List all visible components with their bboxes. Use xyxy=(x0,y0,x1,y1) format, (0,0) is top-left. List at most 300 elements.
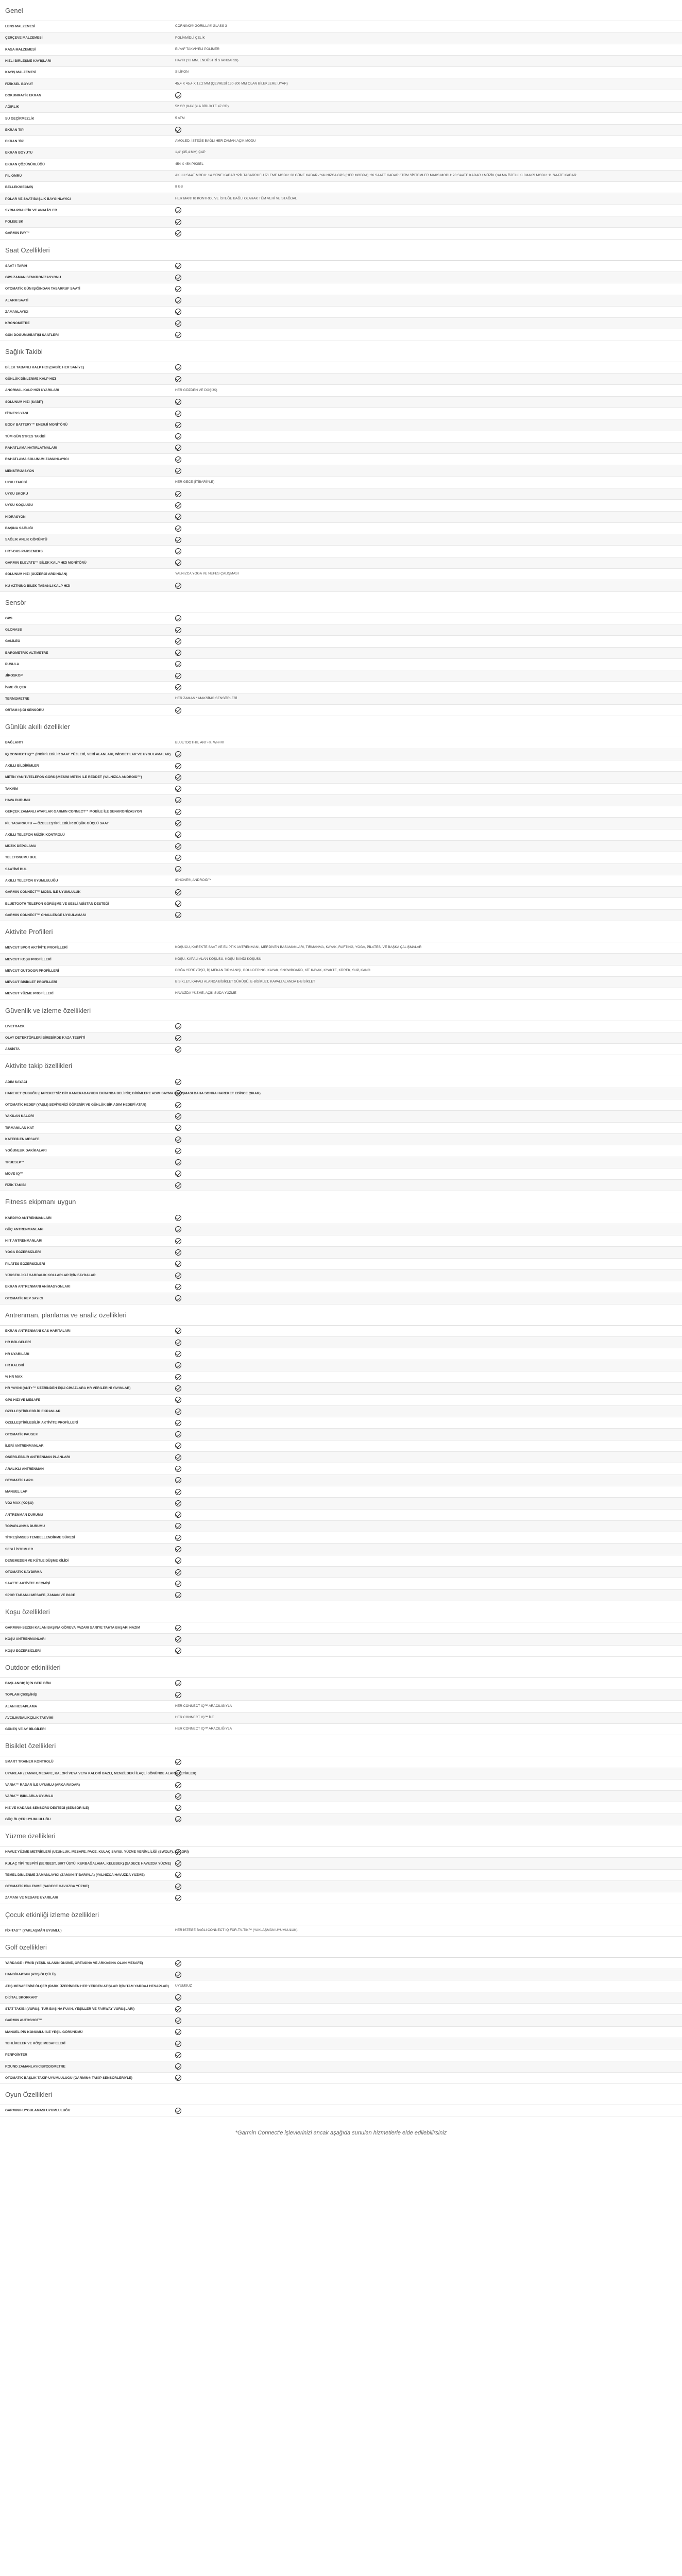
spec-row xyxy=(0,557,682,569)
spec-row xyxy=(0,682,682,693)
checkmark-icon xyxy=(175,1079,181,1085)
spec-label: ANTRENMAN DURUMU xyxy=(5,1513,43,1517)
spec-value: KOŞU, KAPALI ALAN KOŞUSU, KOŞU BANDI KOŞUSU xyxy=(175,957,262,961)
spec-value xyxy=(175,820,682,826)
spec-label: BİLEK TABANLI KALP HIZI (SABİT, HER SANİYE) xyxy=(5,365,84,369)
checkmark-icon xyxy=(175,320,181,327)
checkmark-icon xyxy=(175,1420,181,1426)
section-rows xyxy=(0,1326,682,1601)
checkmark-icon xyxy=(175,422,181,428)
checkmark-icon xyxy=(175,1759,181,1765)
section-rows xyxy=(0,942,682,999)
spec-label: BODY BATTERY™ ENERJİ MONİTÖRÜ xyxy=(5,423,68,427)
spec-row xyxy=(0,1259,682,1270)
spec-row xyxy=(0,1021,682,1032)
spec-value: ELYAF TAKVİYELİ POLİMER xyxy=(175,47,219,51)
spec-value xyxy=(175,1872,682,1878)
spec-value xyxy=(175,809,682,815)
checkmark-icon xyxy=(175,230,181,236)
checkmark-icon xyxy=(175,127,181,133)
section-title: Koşu özellikleri xyxy=(0,1601,682,1622)
checkmark-icon xyxy=(175,1960,181,1967)
spec-row xyxy=(0,784,682,795)
spec-row xyxy=(0,864,682,875)
checkmark-icon xyxy=(175,2108,181,2114)
spec-value: 5 ATM xyxy=(175,116,185,120)
section-title: Antrenman, planlama ve analiz özellikleri xyxy=(0,1304,682,1326)
spec-row xyxy=(0,841,682,852)
spec-label: KRONOMETRE xyxy=(5,321,30,326)
section-rows xyxy=(0,1958,682,2084)
checkmark-icon xyxy=(175,468,181,474)
spec-label: GARMIN® UYGULAMASI UYUMLULUĞU xyxy=(5,2109,71,2113)
checkmark-icon xyxy=(175,1046,181,1053)
spec-row xyxy=(0,1475,682,1486)
spec-label: BAĞLANTI xyxy=(5,741,23,745)
checkmark-icon xyxy=(175,2006,181,2012)
spec-row xyxy=(0,1371,682,1383)
spec-row xyxy=(0,1134,682,1145)
spec-value xyxy=(175,889,682,895)
checkmark-icon xyxy=(175,1569,181,1575)
checkmark-icon xyxy=(175,309,181,315)
section-rows xyxy=(0,613,682,717)
spec-row xyxy=(0,443,682,454)
spec-value xyxy=(175,1523,682,1529)
spec-row xyxy=(0,56,682,67)
checkmark-icon xyxy=(175,912,181,918)
spec-row xyxy=(0,193,682,205)
checkmark-icon xyxy=(175,1385,181,1392)
spec-row xyxy=(0,737,682,749)
spec-row xyxy=(0,670,682,682)
spec-row xyxy=(0,488,682,500)
checkmark-icon xyxy=(175,2052,181,2058)
checkmark-icon xyxy=(175,207,181,213)
spec-label: OTOMATİK GÜN IŞIĞINDAN TASARRUF SAATİ xyxy=(5,287,80,291)
spec-row xyxy=(0,1326,682,1337)
spec-section xyxy=(0,1735,682,1825)
spec-label: YOĞUNLUK DAKİKALARI xyxy=(5,1149,47,1153)
spec-value: 454 X 454 PİKSEL xyxy=(175,162,203,166)
section-rows xyxy=(0,261,682,341)
checkmark-icon xyxy=(175,1477,181,1483)
spec-row xyxy=(0,1360,682,1371)
checkmark-icon xyxy=(175,1035,181,1041)
spec-value xyxy=(175,797,682,803)
checkmark-icon xyxy=(175,514,181,520)
checkmark-icon xyxy=(175,1171,181,1177)
spec-row xyxy=(0,2038,682,2049)
spec-row xyxy=(0,898,682,909)
spec-value xyxy=(175,1759,682,1765)
checkmark-icon xyxy=(175,1466,181,1472)
checkmark-icon xyxy=(175,1261,181,1267)
checkmark-icon xyxy=(175,1535,181,1541)
checkmark-icon xyxy=(175,583,181,589)
spec-label: MEVCUT YÜZME PROFİLLERİ xyxy=(5,992,54,996)
spec-value xyxy=(175,1972,682,1978)
spec-label: MEVCUT SPOR AKTİVİTE PROFİLLERİ xyxy=(5,946,68,950)
spec-value xyxy=(175,422,682,428)
spec-label: UYARILAR (ZAMAN, MESAFE, KALORİ VEYA VEYA KALORİ BAZLI, MENZİLDEKİ İLAÇLİ SÖNÜNDE ALARM TETİKLER) xyxy=(5,1771,197,1775)
spec-row xyxy=(0,512,682,523)
checkmark-icon xyxy=(175,560,181,566)
spec-label: PİL ÖMRÜ xyxy=(5,174,22,178)
spec-label: RAHATLAMA SOLUNUM ZAMANLAYICI xyxy=(5,457,69,462)
spec-label: HIIT ANTRENMANLARI xyxy=(5,1239,42,1243)
spec-value xyxy=(175,1113,682,1120)
spec-label: TERMOMETRE xyxy=(5,697,29,701)
checkmark-icon xyxy=(175,1215,181,1221)
spec-label: RAHATLAMA HATIRLATMALARI xyxy=(5,446,57,450)
spec-label: TOPARLANMA DURUMU xyxy=(5,1524,45,1528)
spec-value: 8 GB xyxy=(175,185,183,189)
spec-label: TEMEL DİNLENME ZAMANLAYICI (ZAMAN İTİBARIYLA) (YALNIZCA HAVUZDA YÜZME) xyxy=(5,1873,145,1877)
spec-value xyxy=(175,1636,682,1642)
spec-row xyxy=(0,1463,682,1475)
spec-row xyxy=(0,374,682,385)
spec-value: BİSİKLET, KAPALI ALANDA BİSİKLET SÜRÜŞÜ, E-BİSİKLET, KAPALI ALANDA E-BİSİKLET xyxy=(175,980,315,984)
checkmark-icon xyxy=(175,1500,181,1506)
spec-label: FİX-TAS™ (YAKLAŞMÂN UYUMLU) xyxy=(5,1928,62,1933)
spec-value xyxy=(175,1249,682,1256)
spec-row xyxy=(0,1814,682,1825)
spec-value xyxy=(175,309,682,315)
spec-label: EKRAN BOYUTU xyxy=(5,151,33,155)
spec-label: MEVCUT KOŞU PROFİLLERİ xyxy=(5,957,52,961)
spec-value xyxy=(175,219,682,225)
section-title: Oyun Özellikleri xyxy=(0,2084,682,2105)
spec-label: GALİLEO xyxy=(5,639,21,643)
checkmark-icon xyxy=(175,1226,181,1232)
spec-label: TRUESLP™ xyxy=(5,1160,25,1164)
spec-label: ASSİSTA xyxy=(5,1047,20,1052)
checkmark-icon xyxy=(175,376,181,382)
spec-value: DOĞA YÜRÜYÜŞÜ, İÇ MEKAN TIRMANIŞI, BOULDERING, KAYAK, SNOWBOARD, KİT KAYAK, KYAKTE, KÜREK, SUP, KANO xyxy=(175,968,370,972)
spec-value xyxy=(175,2041,682,2047)
spec-row xyxy=(0,1235,682,1247)
spec-row xyxy=(0,1870,682,1881)
spec-label: ÖZELLEŞTİRİLEBİLİR AKTİVİTE PROFİLLERİ xyxy=(5,1421,78,1425)
spec-row xyxy=(0,2073,682,2084)
checkmark-icon xyxy=(175,364,181,370)
spec-row xyxy=(0,159,682,171)
section-rows xyxy=(0,1076,682,1191)
spec-label: OTOMATİK KAYDIRMA xyxy=(5,1570,42,1574)
spec-label: DİJİTAL SKORKART xyxy=(5,1995,38,1999)
spec-value xyxy=(175,2029,682,2035)
spec-value xyxy=(175,399,682,405)
spec-label: IQ CONNECT IQ™ (İNDİRİLEBİLİR SAAT YÜZLERİ, VERİ ALANLARI, WİDGET'LAR VE UYGULAMALAR) xyxy=(5,752,171,756)
checkmark-icon xyxy=(175,263,181,269)
spec-label: MOVE IQ™ xyxy=(5,1172,23,1176)
checkmark-icon xyxy=(175,889,181,895)
spec-label: HANDİKAPTAN (ATIŞ/ÖLÇÜLÜ) xyxy=(5,1973,56,1977)
spec-label: PİLATES EGZERSİZLERİ xyxy=(5,1262,45,1266)
spec-label: POLAR VE SAAT-BAŞLIK BAYGINLAYICI xyxy=(5,197,71,201)
checkmark-icon xyxy=(175,1512,181,1518)
spec-label: % HR MAX xyxy=(5,1375,23,1379)
spec-row xyxy=(0,385,682,396)
checkmark-icon xyxy=(175,820,181,826)
spec-label: SAATİMİ BUL xyxy=(5,867,27,871)
section-title: Yüzme özellikleri xyxy=(0,1825,682,1846)
spec-row xyxy=(0,147,682,159)
spec-value xyxy=(175,1102,682,1108)
spec-label: ARALIKLI ANTRENMAN xyxy=(5,1467,44,1471)
spec-value xyxy=(175,1770,682,1776)
spec-value: HER CONNECT IQ™ ARACILIĞIYLA xyxy=(175,1704,232,1708)
spec-value xyxy=(175,1466,682,1472)
checkmark-icon xyxy=(175,411,181,417)
checkmark-icon xyxy=(175,1397,181,1403)
spec-row xyxy=(0,295,682,307)
spec-value xyxy=(175,1409,682,1415)
spec-row xyxy=(0,818,682,829)
spec-label: UYKU KOÇLUĞU xyxy=(5,503,33,507)
spec-label: HR BÖLGELERİ xyxy=(5,1341,31,1345)
spec-label: HAVA DURUMU xyxy=(5,798,30,802)
checkmark-icon xyxy=(175,1090,181,1096)
checkmark-icon xyxy=(175,2063,181,2070)
spec-row xyxy=(0,910,682,921)
section-title: Aktivite takip özellikleri xyxy=(0,1055,682,1076)
spec-label: EKRAN ANTRENMANI ANİMASYONLARI xyxy=(5,1285,71,1289)
spec-section xyxy=(0,592,682,717)
spec-value xyxy=(175,832,682,838)
spec-value xyxy=(175,491,682,497)
spec-section xyxy=(0,240,682,341)
spec-label: AKILLI TELEFON UYUMLULUĞU xyxy=(5,879,58,883)
spec-label: VARIA™ RADAR İLE UYUMLU (ARKA RADAR) xyxy=(5,1783,80,1787)
checkmark-icon xyxy=(175,526,181,532)
spec-label: KATEDİLEN MESAFE xyxy=(5,1138,40,1142)
spec-value xyxy=(175,2006,682,2012)
spec-row xyxy=(0,67,682,78)
spec-value xyxy=(175,1374,682,1380)
checkmark-icon xyxy=(175,661,181,667)
spec-value xyxy=(175,1793,682,1800)
section-rows xyxy=(0,21,682,240)
spec-label: JİROSKOP xyxy=(5,674,23,678)
spec-row xyxy=(0,1646,682,1657)
spec-row xyxy=(0,1111,682,1122)
checkmark-icon xyxy=(175,1148,181,1154)
spec-value xyxy=(175,1148,682,1154)
checkmark-icon xyxy=(175,684,181,690)
spec-value xyxy=(175,751,682,757)
spec-row xyxy=(0,2004,682,2015)
checkmark-icon xyxy=(175,1137,181,1143)
spec-label: HIZ VE KADANS SENSÖRÜ DESTEĞİ (SENSÖR İLE) xyxy=(5,1806,89,1810)
spec-label: METİN YANITI/TELEFON GÖRÜŞMESİNİ METİN İLE REDDET (YALNIZCA ANDROID™) xyxy=(5,775,142,779)
section-rows xyxy=(0,362,682,592)
section-rows xyxy=(0,1756,682,1825)
spec-value xyxy=(175,1420,682,1426)
checkmark-icon xyxy=(175,1523,181,1529)
spec-value xyxy=(175,376,682,382)
spec-row xyxy=(0,965,682,977)
spec-label: OTOMATİK LAP® xyxy=(5,1478,33,1482)
checkmark-icon xyxy=(175,297,181,303)
spec-label: MENSTRÜASYON xyxy=(5,469,35,473)
spec-label: VO2 MAX (KOŞU) xyxy=(5,1501,33,1505)
spec-label: BLUETOOTH TELEFON GÖRÜŞME VE SESLİ ASİSTAN DESTEĞİ xyxy=(5,902,109,906)
spec-label: GERÇEK ZAMANLI AYARLAR GARMIN CONNECT™ MOBİLE İLE SENKRONİZASYON xyxy=(5,810,142,814)
spec-value xyxy=(175,92,682,98)
spec-label: KOŞU ANTRENMANLARI xyxy=(5,1637,46,1641)
spec-value xyxy=(175,1362,682,1368)
spec-row xyxy=(0,2105,682,2116)
spec-row xyxy=(0,1044,682,1055)
spec-value xyxy=(175,2018,682,2024)
spec-row xyxy=(0,659,682,670)
spec-label: AKILLI TELEFON MÜZİK KONTROLÜ xyxy=(5,833,65,837)
spec-value xyxy=(175,320,682,327)
spec-value xyxy=(175,707,682,714)
spec-row xyxy=(0,569,682,580)
checkmark-icon xyxy=(175,1805,181,1811)
spec-label: ÖZELLEŞTİRİLEBİLİR EKRANLAR xyxy=(5,1410,61,1414)
spec-row xyxy=(0,772,682,783)
spec-label: PİL TASARRUFU — ÖZELLEŞTİRİLEBİLİR DÜŞÜK GÜÇLÜ SAAT xyxy=(5,821,109,825)
spec-row xyxy=(0,1510,682,1521)
spec-value xyxy=(175,615,682,621)
spec-label: UYKU SKORU xyxy=(5,492,28,496)
spec-row xyxy=(0,887,682,898)
section-title: Saat Özellikleri xyxy=(0,240,682,261)
spec-label: TAKVİM xyxy=(5,787,18,791)
spec-value xyxy=(175,650,682,656)
checkmark-icon xyxy=(175,786,181,792)
checkmark-icon xyxy=(175,1581,181,1587)
spec-label: GÜÇ ANTRENMANLARI xyxy=(5,1227,44,1231)
spec-value: HER MANTIK KONTROL VE İSTEĞE BAĞLI OLARAK TÜM VERİ VE STAĞDAL xyxy=(175,196,297,200)
spec-label: KARDİYO ANTRENMANLARI xyxy=(5,1216,52,1220)
spec-row xyxy=(0,182,682,193)
checkmark-icon xyxy=(175,1125,181,1131)
spec-section xyxy=(0,1000,682,1056)
spec-row xyxy=(0,477,682,488)
spec-value xyxy=(175,1215,682,1221)
spec-label: KASA MALZEMESİ xyxy=(5,47,36,52)
spec-label: GÜN DOĞUMU/BATIŞI SAATLERİ xyxy=(5,333,59,337)
spec-row xyxy=(0,283,682,295)
spec-row xyxy=(0,1293,682,1304)
checkmark-icon xyxy=(175,92,181,98)
spec-label: HIZLI BIRLEŞME KAYIŞLARI xyxy=(5,59,52,63)
spec-row xyxy=(0,362,682,374)
checkmark-icon xyxy=(175,1489,181,1495)
checkmark-icon xyxy=(175,1546,181,1552)
spec-row xyxy=(0,613,682,624)
spec-value xyxy=(175,548,682,554)
checkmark-icon xyxy=(175,832,181,838)
checkmark-icon xyxy=(175,1636,181,1642)
spec-row xyxy=(0,1780,682,1791)
spec-row xyxy=(0,78,682,90)
spec-value xyxy=(175,445,682,451)
spec-row xyxy=(0,1689,682,1701)
spec-row xyxy=(0,648,682,659)
checkmark-icon xyxy=(175,1238,181,1244)
spec-section xyxy=(0,1937,682,2084)
spec-value: HAYIR (22 MM, ENDÜSTRİ STANDARDI) xyxy=(175,59,238,63)
spec-label: DOKUNMATİK EKRAN xyxy=(5,93,41,97)
spec-label: ALARM SAATİ xyxy=(5,298,28,302)
checkmark-icon xyxy=(175,774,181,781)
spec-label: TEHLİKELER VE KÖŞE MESAFELERİ xyxy=(5,2042,65,2046)
checkmark-icon xyxy=(175,548,181,554)
spec-row xyxy=(0,2027,682,2038)
spec-row xyxy=(0,1756,682,1768)
spec-value xyxy=(175,456,682,463)
spec-row xyxy=(0,329,682,341)
checkmark-icon xyxy=(175,843,181,850)
spec-row xyxy=(0,136,682,147)
checkmark-icon xyxy=(175,1113,181,1120)
spec-value xyxy=(175,1782,682,1788)
checkmark-icon xyxy=(175,1625,181,1631)
spec-value xyxy=(175,1648,682,1654)
spec-label: İLERİ ANTRENMANLAR xyxy=(5,1444,44,1448)
spec-row xyxy=(0,636,682,647)
spec-row xyxy=(0,1281,682,1293)
spec-label: EKRAN ÇÖZÜNÜRLÜĞÜ xyxy=(5,162,45,166)
checkmark-icon xyxy=(175,1284,181,1290)
spec-row xyxy=(0,1180,682,1191)
spec-label: GÜÇ ÖLÇER UYUMLULUĞU xyxy=(5,1817,51,1821)
checkmark-icon xyxy=(175,2075,181,2081)
spec-value xyxy=(175,684,682,690)
spec-section xyxy=(0,716,682,921)
spec-label: GÜNEŞ VE AY BİLGİLERİ xyxy=(5,1727,46,1732)
spec-row xyxy=(0,1348,682,1360)
spec-value xyxy=(175,297,682,303)
spec-value xyxy=(175,1849,682,1855)
spec-label: UYKU TAKİBİ xyxy=(5,480,27,484)
spec-label: ZAMANLAYICI xyxy=(5,310,28,314)
spec-label: OTOMATİK REP SAYICI xyxy=(5,1296,43,1300)
checkmark-icon xyxy=(175,1557,181,1564)
section-rows xyxy=(0,2105,682,2116)
checkmark-icon xyxy=(175,809,181,815)
section-title: Golf özellikleri xyxy=(0,1937,682,1958)
spec-row xyxy=(0,1634,682,1645)
spec-value xyxy=(175,1816,682,1822)
spec-row xyxy=(0,1270,682,1281)
checkmark-icon xyxy=(175,1431,181,1437)
spec-value xyxy=(175,1284,682,1290)
spec-value xyxy=(175,1079,682,1085)
checkmark-icon xyxy=(175,1692,181,1698)
section-title: Günlük akıllı özellikler xyxy=(0,716,682,737)
spec-label: ATIŞ MESAFESİNİ ÖLÇER (PARK ÜZERİNDEN HER YERDEN ATIŞLAR İÇİN TAM YARDAJ HESAPLAR) xyxy=(5,1984,169,1988)
spec-row xyxy=(0,2061,682,2073)
spec-label: ÇERÇEVE MALZEMESİ xyxy=(5,36,43,40)
spec-label: PENPOİNTER xyxy=(5,2053,27,2057)
spec-label: SAATTE AKTİVİTE GEÇMİŞİ xyxy=(5,1582,50,1586)
spec-row xyxy=(0,1678,682,1689)
spec-value xyxy=(175,560,682,566)
spec-label: HR UYARILARI xyxy=(5,1352,29,1356)
spec-row xyxy=(0,1521,682,1532)
spec-value: UYUMSUZ xyxy=(175,1984,192,1988)
spec-value xyxy=(175,433,682,439)
spec-label: FİTNESS YAŞI xyxy=(5,412,28,416)
spec-label: ADIM SAYACI xyxy=(5,1080,27,1084)
